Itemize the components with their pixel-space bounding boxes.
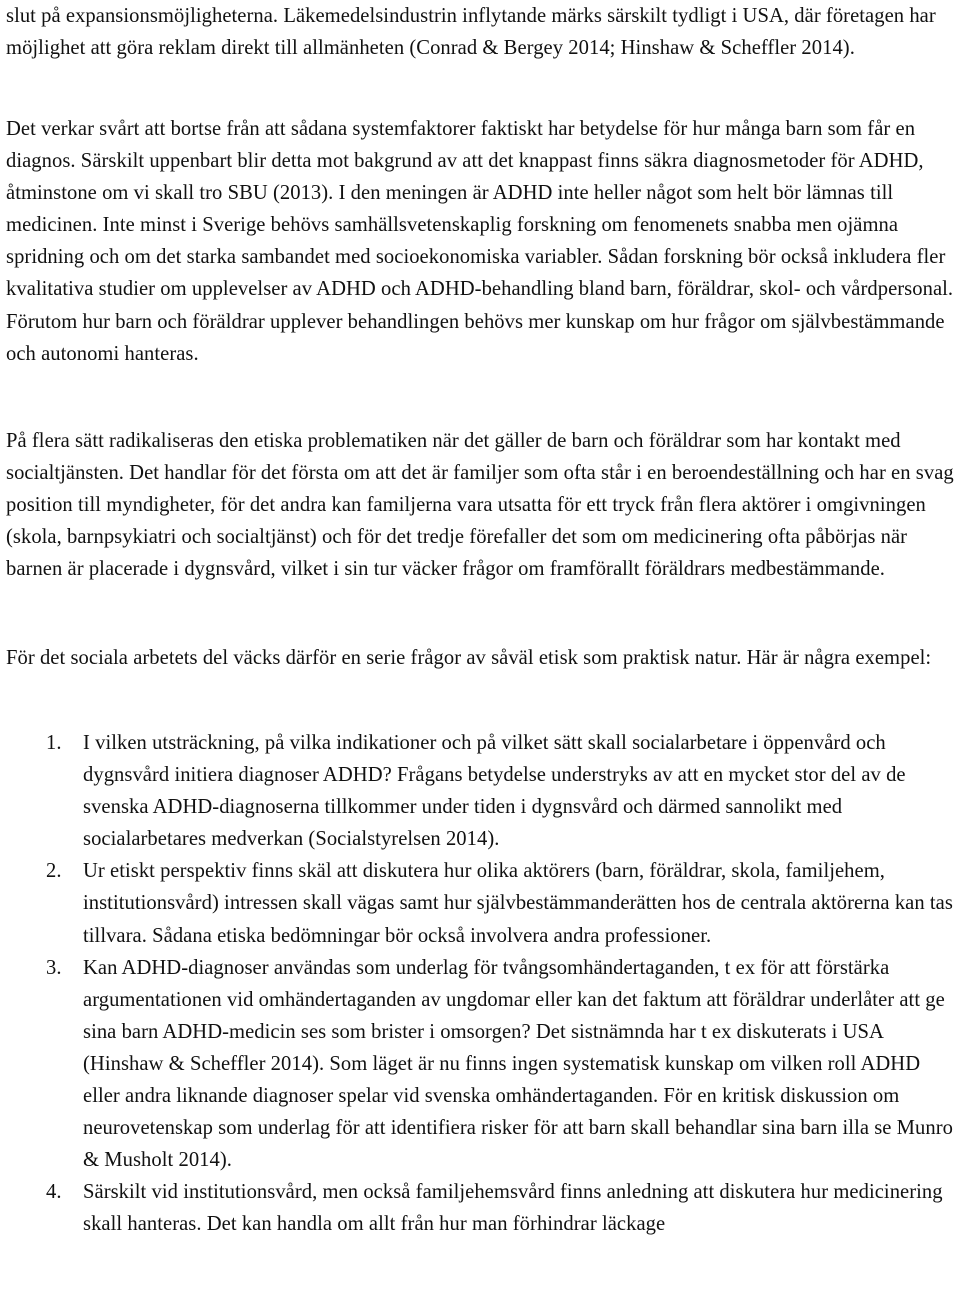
list-item-text: Särskilt vid institutionsvård, men också familjehemsvård finns anledning att diskutera hur medicinering skall hanteras. Det kan handla om allt från hur man förhindrar läckage: [83, 1181, 943, 1236]
questions-list: [0, 727, 960, 1241]
list-item-text: I vilken utsträckning, på vilka indikationer och på vilket sätt skall socialarbetare i öppenvård och dygnsvård initiera diagnoser ADHD? Frågans betydelse understryks av att en mycket stor del av de svenska ADHD-diagnoserna tillkommer under tiden i dygnsvård och därmed sannolikt med socialarbetares medverkan (Socialstyrelsen 2014).: [83, 732, 906, 851]
list-item: [0, 1176, 958, 1240]
list-item-text: Ur etiskt perspektiv finns skäl att diskutera hur olika aktörers (barn, föräldrar, skola, familjehem, institutionsvård) intressen skall vägas samt hur självbestämmanderätten hos de centrala aktörerna kan tas tillvara. Sådana etiska bedömningar bör också involvera andra professioner.: [83, 860, 953, 947]
list-item: [0, 952, 958, 1177]
paragraph-industry-influence: slut på expansionsmöjligheterna. Läkemedelsindustrin inflytande märks särskilt tydligt i USA, där företagen har möjlighet att göra reklam direkt till allmänheten (Conrad & Bergey 2014; Hinshaw & Scheffler 2014).: [6, 5, 936, 60]
list-item: [0, 727, 958, 855]
list-item: [0, 855, 958, 951]
list-item-number: 4.: [46, 1181, 62, 1204]
paragraph-social-services-ethics: På flera sätt radikaliseras den etiska problematiken när det gäller de barn och föräldrar som har kontakt med socialtjänsten. Det handlar för det första om att det är familjer som ofta står i en beroendeställning och har en svag position till myndigheter, för det andra kan familjerna vara utsatta för ett tryck från flera aktörer i omgivningen (skola, barnpsykiatri och socialtjänst) och för det tredje förefaller det som om medicinering ofta påbörjas när barnen är placerade i dygnsvård, vilket i sin tur väcker frågor om framförallt föräldrars medbestämmande.: [6, 430, 954, 581]
list-item-number: 1.: [46, 732, 62, 754]
paragraph-system-factors: Det verkar svårt att bortse från att sådana systemfaktorer faktiskt har betydelse för hur många barn som får en diagnos. Särskilt uppenbart blir detta mot bakgrund av att det knappast finns säkra diagnosmetoder för ADHD, åtminstone om vi skall tro SBU (2013). I den meningen är ADHD inte heller något som helt bör lämnas till medicinen. Inte minst i Sverige behövs samhällsvetenskaplig forskning om fenomenets snabba men ojämna spridning och om det starka sambandet med socioekonomiska variabler. Sådan forskning bör också inkludera fler kvalitativa studier om upplevelser av ADHD och ADHD-behandling bland barn, föräldrar, skol- och vårdpersonal. Förutom hur barn och föräldrar upplever behandlingen behövs mer kunskap om hur frågor om självbestämmande och autonomi hanteras.: [6, 118, 954, 365]
list-item-text: Kan ADHD-diagnoser användas som underlag för tvångsomhändertaganden, t ex för att förstärka argumentationen vid omhändertaganden av ungdomar eller kan det faktum att föräldrar underlåter att ge sina barn ADHD-medicin ses som brister i omsorgen? Det sistnämnda har t ex diskuterats i USA (Hinshaw & Scheffler 2014). Som läget är nu finns ingen systematisk kunskap om vilken roll ADHD eller andra liknande diagnoser spelar vid svenska omhändertaganden. För en kritisk diskussion om neurovetenskap som underlag för att identifiera risker för att barn skall behandlar sina barn illa se Munro & Musholt 2014).: [83, 956, 953, 1172]
list-item-number: 2.: [46, 860, 62, 883]
list-item-number: 3.: [46, 956, 62, 979]
paragraph-questions-intro: För det sociala arbetets del väcks därför en serie frågor av såväl etisk som praktisk natur. Här är några exempel:: [6, 647, 932, 669]
